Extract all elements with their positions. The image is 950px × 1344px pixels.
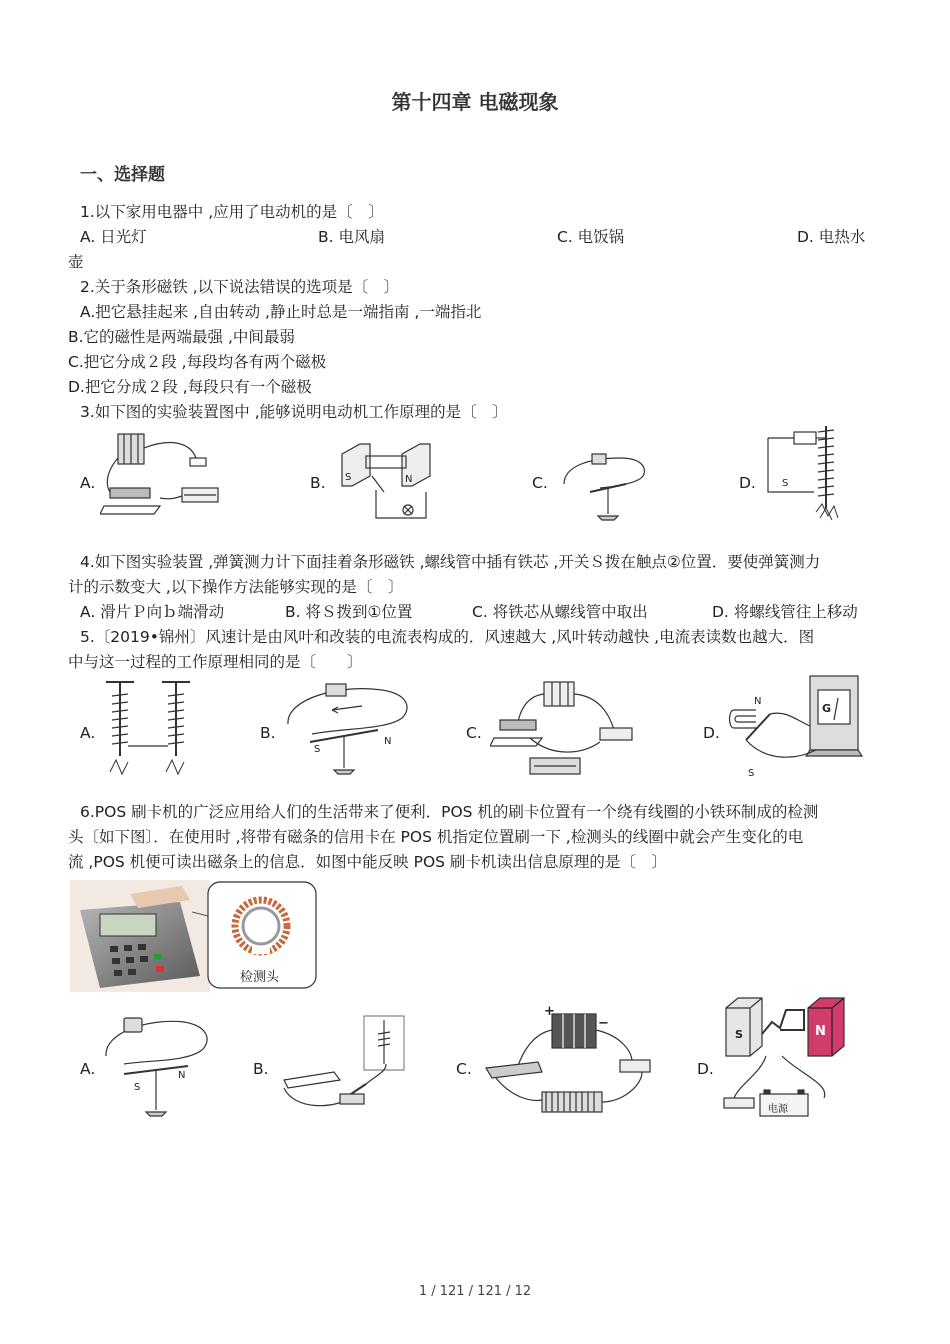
q5-label-b: B. [260,724,276,742]
page-title: 第十四章 电磁现象 [391,90,559,114]
q5-figure-d [726,670,866,780]
q5-d-n-pole: N [754,696,762,707]
detector-head-label: 检测头 [240,970,280,985]
q3-b-n-pole: N [405,474,413,485]
question-1-stem: 1.以下家用电器中 ,应用了电动机的是〔 〕 [80,203,384,221]
q2-option-a: A.把它悬挂起来 ,自由转动 ,静止时总是一端指南 ,一端指北 [80,303,482,321]
question-5-line-2: 中与这一过程的工作原理相同的是〔 〕 [68,653,363,671]
question-2-stem: 2.关于条形磁铁 ,以下说法错误的选项是〔 〕 [80,278,400,296]
q3-label-d: D. [739,474,756,492]
question-4-line-2: 计的示数变大 ,以下操作方法能够实现的是〔 〕 [68,578,404,596]
q5-label-d: D. [703,724,720,742]
question-3-stem: 3.如下图的实验装置图中 ,能够说明电动机工作原理的是〔 〕 [80,403,508,421]
q6-d-power-label: 电源 [768,1104,788,1115]
q1-option-d-wrap: 壶 [68,253,84,271]
q6-label-c: C. [456,1060,472,1078]
q3-label-c: C. [532,474,548,492]
q3-figure-c [560,448,650,522]
pos-machine-image [70,880,320,992]
q5-label-c: C. [466,724,482,742]
q5-b-s-pole: S [314,744,321,755]
q3-label-b: B. [310,474,326,492]
question-6-line-2: 头〔如下图〕．在使用时 ,将带有磁条的信用卡在 POS 机指定位置刷一下 ,检测头的线圈中就会产生变化的电 [68,828,804,846]
q3-d-switch-label: S [782,478,789,489]
q1-option-c: C. 电饭锅 [557,228,625,246]
q5-figure-c [490,676,640,780]
q3-b-s-pole: S [345,472,352,483]
q1-option-b: B. 电风扇 [318,228,385,246]
q3-figure-a [100,428,230,520]
q5-d-galvanometer-label: G [822,702,832,715]
q3-figure-d [764,422,864,526]
question-4-line-1: 4.如下图实验装置 ,弹簧测力计下面挂着条形磁铁 ,螺线管中插有铁芯 ,开关Ｓ拨在触点②位置．要使弹簧测力 [80,553,821,571]
q1-option-d: D. 电热水 [797,228,866,246]
q6-c-plus-sign: + [544,1004,555,1019]
q5-b-n-pole: N [384,736,392,747]
q6-label-a: A. [80,1060,96,1078]
q6-figure-c [482,1006,662,1120]
q6-d-n-pole: N [815,1024,826,1039]
q6-a-s-pole: S [134,1082,141,1093]
question-5-line-1: 5.〔2019•锦州〕风速计是由风叶和改装的电流表构成的．风速越大 ,风叶转动越快 ,电流表读数也越大．图 [80,628,815,646]
q5-label-a: A. [80,724,96,742]
q6-label-d: D. [697,1060,714,1078]
q5-d-s-pole: S [748,768,755,779]
q6-d-s-pole: S [735,1028,743,1041]
q6-c-minus-sign: − [598,1016,609,1031]
q3-label-a: A. [80,474,96,492]
q6-a-n-pole: N [178,1070,186,1081]
question-6-line-3: 流 ,POS 机便可读出磁条上的信息．如图中能反映 POS 刷卡机读出信息原理的是〔 〕 [68,853,667,871]
page-number: 1 / 121 / 121 / 12 [418,1284,532,1299]
q4-option-a: A. 滑片Ｐ向ｂ端滑动 [80,603,225,621]
section-heading: 一、选择题 [80,165,165,185]
q6-label-b: B. [253,1060,269,1078]
q4-option-d: D. 将螺线管往上移动 [712,603,858,621]
q6-figure-b [274,1010,414,1120]
q5-figure-a [100,676,196,780]
question-6-line-1: 6.POS 刷卡机的广泛应用给人们的生活带来了便利．POS 机的刷卡位置有一个绕有线圈的小铁环制成的检测 [80,803,819,821]
q2-option-c: C.把它分成２段 ,每段均各有两个磁极 [68,353,327,371]
q4-option-b: B. 将Ｓ拨到①位置 [285,603,413,621]
q2-option-b: B.它的磁性是两端最强 ,中间最弱 [68,328,295,346]
q4-option-c: C. 将铁芯从螺线管中取出 [472,603,648,621]
q5-figure-b [282,678,414,778]
q1-option-a: A. 日光灯 [80,228,147,246]
q2-option-d: D.把它分成２段 ,每段只有一个磁极 [68,378,312,396]
q6-figure-a [100,1010,212,1120]
